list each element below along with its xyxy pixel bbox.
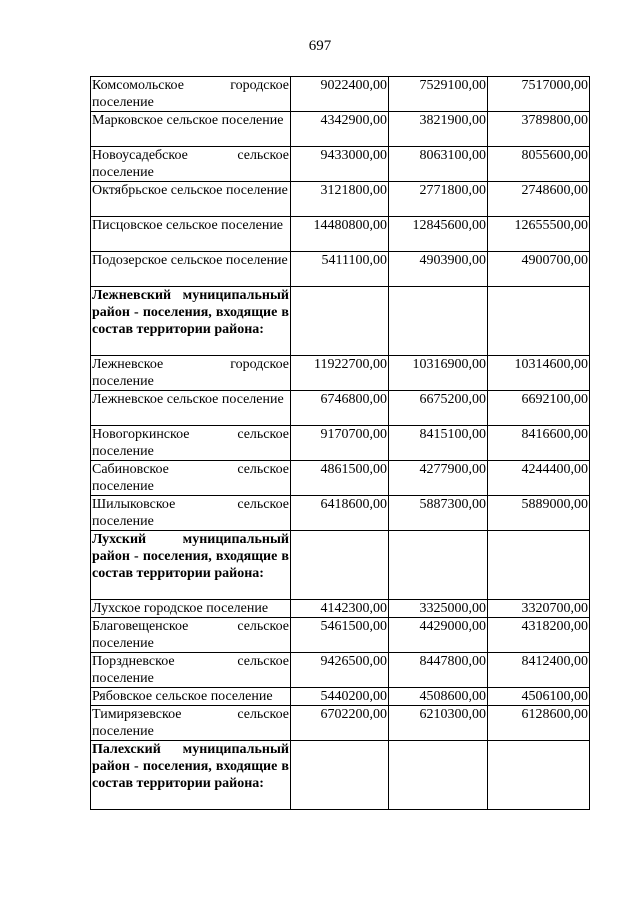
district-header-cell: Лухский муниципальный район - поселения, входящие в состав территории района: [91, 531, 291, 600]
amount-cell-3: 8416600,00 [488, 426, 590, 461]
amount-cell-2: 4508600,00 [389, 688, 488, 706]
amount-cell-2: 10316900,00 [389, 356, 488, 391]
table-row [91, 356, 590, 391]
amount-cell-3: 3320700,00 [488, 600, 590, 618]
table-section-header-row [91, 531, 590, 600]
table-body [91, 77, 590, 810]
amount-cell-2: 12845600,00 [389, 217, 488, 252]
amount-cell-3: 3789800,00 [488, 112, 590, 147]
amount-cell-2: 8415100,00 [389, 426, 488, 461]
table-row [91, 391, 590, 426]
settlement-name-cell: Лухское городское поселение [91, 600, 291, 618]
table-row [91, 147, 590, 182]
amount-cell-1: 9022400,00 [291, 77, 389, 112]
amount-cell-3: 4244400,00 [488, 461, 590, 496]
amount-cell-3: 10314600,00 [488, 356, 590, 391]
table-row [91, 112, 590, 147]
table-row [91, 653, 590, 688]
amount-cell-1: 4342900,00 [291, 112, 389, 147]
table-row [91, 77, 590, 112]
amount-cell-1: 9433000,00 [291, 147, 389, 182]
amount-cell-3: 4900700,00 [488, 252, 590, 287]
amount-cell-2: 4903900,00 [389, 252, 488, 287]
settlement-name-cell: Марковское сельское поселение [91, 112, 291, 147]
amount-cell-1: 5461500,00 [291, 618, 389, 653]
table-row [91, 688, 590, 706]
table-row [91, 618, 590, 653]
amount-cell-3: 7517000,00 [488, 77, 590, 112]
amount-cell-1: 6746800,00 [291, 391, 389, 426]
amount-cell-3: 6128600,00 [488, 706, 590, 741]
settlement-name-cell: Комсомольское городское поселение [92, 78, 289, 110]
amount-cell-2: 6675200,00 [389, 391, 488, 426]
table-section-header-row [91, 287, 590, 356]
amount-cell-3: 2748600,00 [488, 182, 590, 217]
table-row [91, 182, 590, 217]
amount-cell-2: 2771800,00 [389, 182, 488, 217]
table-row [91, 426, 590, 461]
amount-cell-3: 4506100,00 [488, 688, 590, 706]
settlement-name-cell: Писцовское сельское поселение [91, 217, 291, 252]
settlement-name-cell: Лежневское городское поселение [92, 357, 289, 389]
table-row [91, 461, 590, 496]
amount-cell-3 [488, 287, 590, 356]
settlement-name-cell: Шилыковское сельское поселение [92, 497, 289, 529]
amount-cell-1: 4142300,00 [291, 600, 389, 618]
amount-cell-3: 8412400,00 [488, 653, 590, 688]
amount-cell-2: 5887300,00 [389, 496, 488, 531]
settlement-name-cell: Рябовское сельское поселение [91, 688, 291, 706]
amount-cell-2: 3821900,00 [389, 112, 488, 147]
amount-cell-3: 8055600,00 [488, 147, 590, 182]
table-row [91, 600, 590, 618]
amount-cell-1: 5440200,00 [291, 688, 389, 706]
settlement-name-cell: Тимирязевское сельское поселение [92, 707, 289, 739]
amount-cell-1: 14480800,00 [291, 217, 389, 252]
amount-cell-3 [488, 531, 590, 600]
district-header-cell: Лежневский муниципальный район - поселения, входящие в состав территории района: [91, 287, 291, 356]
amount-cell-2 [389, 531, 488, 600]
budget-table [90, 76, 590, 810]
settlement-name-cell: Новогоркинское сельское поселение [92, 427, 289, 459]
table-row [91, 706, 590, 741]
amount-cell-1: 3121800,00 [291, 182, 389, 217]
amount-cell-3: 4318200,00 [488, 618, 590, 653]
table-row [91, 252, 590, 287]
amount-cell-1: 11922700,00 [291, 356, 389, 391]
settlement-name-cell: Новоусадебское сельское поселение [92, 148, 289, 180]
table-row [91, 496, 590, 531]
table-row [91, 217, 590, 252]
amount-cell-1: 9426500,00 [291, 653, 389, 688]
amount-cell-2 [389, 287, 488, 356]
settlement-name-cell: Подозерское сельское поселение [91, 252, 291, 287]
amount-cell-1: 4861500,00 [291, 461, 389, 496]
table-section-header-row [91, 741, 590, 810]
settlement-name-cell: Порздневское сельское поселение [92, 654, 289, 686]
settlement-name-cell: Благовещенское сельское поселение [92, 619, 289, 651]
amount-cell-3: 6692100,00 [488, 391, 590, 426]
amount-cell-1: 5411100,00 [291, 252, 389, 287]
amount-cell-2: 7529100,00 [389, 77, 488, 112]
amount-cell-3: 12655500,00 [488, 217, 590, 252]
amount-cell-1 [291, 531, 389, 600]
settlement-name-cell: Сабиновское сельское поселение [92, 462, 289, 494]
amount-cell-2: 4277900,00 [389, 461, 488, 496]
district-header-cell: Палехский муниципальный район - поселения, входящие в состав территории района: [91, 741, 291, 810]
amount-cell-1: 9170700,00 [291, 426, 389, 461]
amount-cell-2 [389, 741, 488, 810]
amount-cell-1 [291, 741, 389, 810]
amount-cell-1: 6702200,00 [291, 706, 389, 741]
settlement-name-cell: Лежневское сельское поселение [91, 391, 291, 426]
amount-cell-1: 6418600,00 [291, 496, 389, 531]
amount-cell-3 [488, 741, 590, 810]
settlement-name-cell: Октябрьское сельское поселение [91, 182, 291, 217]
amount-cell-2: 8447800,00 [389, 653, 488, 688]
amount-cell-2: 3325000,00 [389, 600, 488, 618]
amount-cell-3: 5889000,00 [488, 496, 590, 531]
amount-cell-2: 6210300,00 [389, 706, 488, 741]
page-number: 697 [308, 38, 332, 54]
amount-cell-2: 4429000,00 [389, 618, 488, 653]
amount-cell-1 [291, 287, 389, 356]
amount-cell-2: 8063100,00 [389, 147, 488, 182]
